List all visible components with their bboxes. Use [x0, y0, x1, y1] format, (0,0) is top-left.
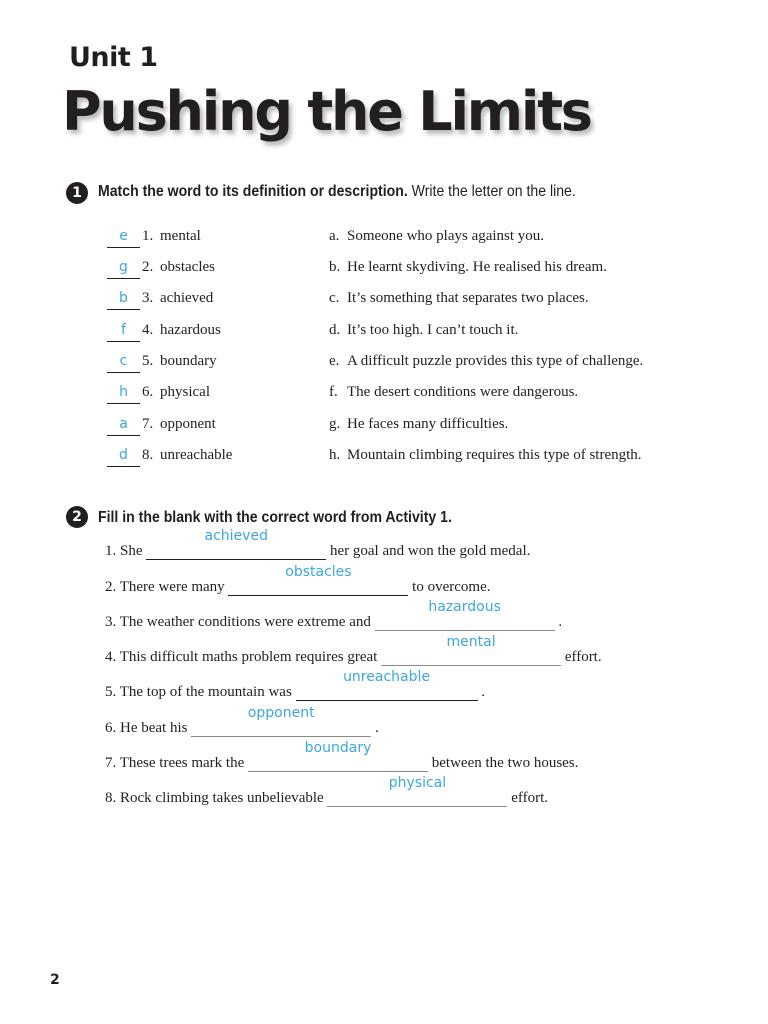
definition-text: Someone who plays against you. — [347, 228, 545, 244]
definition-text: The desert conditions were dangerous. — [347, 384, 579, 400]
fill-row — [105, 740, 579, 777]
fill-row — [105, 669, 486, 706]
activity-1-number-badge: 1 — [66, 182, 88, 204]
blank-field[interactable] — [146, 528, 326, 560]
item-word: hazardous — [160, 322, 221, 338]
definition-text: A difficult puzzle provides this type of challenge. — [347, 353, 644, 369]
activity-2-number-badge: 2 — [66, 506, 88, 528]
sentence-before: 2. There were many — [105, 579, 225, 595]
answer-letter: f — [121, 322, 126, 338]
match-row — [0, 416, 768, 438]
item-number: 8. — [142, 447, 154, 463]
fill-row — [105, 599, 563, 636]
sentence-after: . — [374, 720, 379, 736]
item-word: opponent — [160, 416, 216, 432]
sentence-after: between the two houses. — [431, 755, 579, 771]
match-row — [0, 259, 768, 281]
item-word: obstacles — [160, 259, 215, 275]
definition-text: He learnt skydiving. He realised his dream. — [347, 259, 607, 275]
activity-1-instruction — [98, 183, 576, 201]
sentence-before: 6. He beat his — [105, 720, 188, 736]
blank-answer: hazardous — [428, 599, 501, 615]
answer-letter: g — [119, 259, 128, 275]
answer-letter: h — [119, 384, 128, 400]
blank-answer: unreachable — [343, 669, 430, 685]
item-word: boundary — [160, 353, 217, 369]
page-number: 2 — [50, 972, 60, 988]
item-number: 5. — [142, 353, 154, 369]
item-word: unreachable — [160, 447, 233, 463]
definition-text: It’s something that separates two places. — [347, 290, 589, 306]
item-number: 7. — [142, 416, 154, 432]
definition-letter: b. — [329, 259, 341, 275]
blank-field[interactable] — [375, 599, 555, 631]
item-word: achieved — [160, 290, 214, 306]
blank-field[interactable] — [296, 669, 478, 701]
sentence-before: 3. The weather conditions were extreme and — [105, 614, 371, 630]
item-number: 4. — [142, 322, 154, 338]
sentence-after: to overcome. — [412, 579, 491, 595]
blank-answer: opponent — [247, 705, 315, 721]
sentence-before: 8. Rock climbing takes unbelievable — [105, 790, 324, 806]
sentence-before: 4. This difficult maths problem requires great — [105, 649, 378, 665]
definition-letter: f. — [329, 384, 338, 400]
item-number: 2. — [142, 259, 154, 275]
activity-2-instruction — [98, 509, 452, 527]
blank-field[interactable] — [191, 705, 371, 737]
sentence-after: her goal and won the gold medal. — [330, 543, 531, 559]
definition-text: It’s too high. I can’t touch it. — [347, 322, 519, 338]
definition-letter: a. — [329, 228, 340, 244]
match-row — [0, 322, 768, 344]
definition-letter: h. — [329, 447, 341, 463]
match-row — [0, 228, 768, 250]
sentence-after: effort. — [564, 649, 602, 665]
blank-field[interactable] — [381, 634, 561, 666]
blank-answer: obstacles — [285, 564, 352, 580]
fill-row — [105, 705, 379, 742]
blank-field[interactable] — [228, 564, 408, 596]
item-number: 3. — [142, 290, 154, 306]
definition-text: Mountain climbing requires this type of strength. — [347, 447, 642, 463]
answer-letter: e — [119, 228, 128, 244]
sentence-after: . — [481, 684, 486, 700]
unit-label: Unit 1 — [69, 42, 158, 73]
item-number: 1. — [142, 228, 154, 244]
answer-letter: d — [119, 447, 128, 463]
match-row — [0, 290, 768, 312]
blank-field[interactable] — [248, 740, 428, 772]
blank-answer: achieved — [204, 528, 268, 544]
activity-1-instruction-text: Write the letter on the line. — [411, 183, 576, 200]
fill-row — [105, 634, 602, 671]
answer-letter: c — [119, 353, 128, 369]
match-row — [0, 384, 768, 406]
activity-1-instruction-bold: Match the word to its definition or description. — [98, 183, 408, 200]
definition-letter: c. — [329, 290, 340, 306]
blank-answer: physical — [388, 775, 447, 791]
fill-row — [105, 564, 491, 601]
sentence-before: 7. These trees mark the — [105, 755, 245, 771]
match-row — [0, 447, 768, 469]
answer-letter: b — [119, 290, 128, 306]
item-word: physical — [160, 384, 210, 400]
blank-answer: boundary — [304, 740, 372, 756]
fill-row — [105, 528, 531, 565]
fill-row — [105, 775, 548, 812]
item-number: 6. — [142, 384, 154, 400]
match-row — [0, 353, 768, 375]
sentence-before: 5. The top of the mountain was — [105, 684, 292, 700]
definition-text: He faces many difficulties. — [347, 416, 509, 432]
sentence-after: . — [558, 614, 563, 630]
activity-2-instruction-bold: Fill in the blank with the correct word from Activity 1. — [98, 509, 452, 526]
answer-letter: a — [119, 416, 128, 432]
definition-letter: g. — [329, 416, 341, 432]
item-word: mental — [160, 228, 201, 244]
sentence-before: 1. She — [105, 543, 143, 559]
sentence-after: effort. — [511, 790, 548, 806]
definition-letter: e. — [329, 353, 340, 369]
definition-letter: d. — [329, 322, 341, 338]
blank-field[interactable] — [327, 775, 507, 807]
page-title: Pushing the Limits — [62, 80, 591, 143]
blank-answer: mental — [446, 634, 496, 650]
